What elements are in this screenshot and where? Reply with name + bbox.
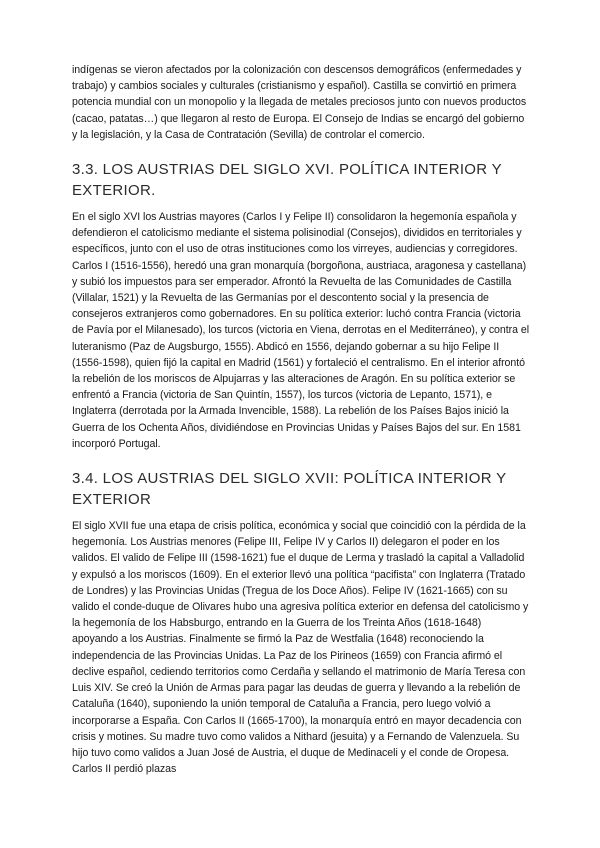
section-body-austrias-xvii: El siglo XVII fue una etapa de crisis política, económica y social que coincidió con la pérdida de la hegemonía. Los Austrias menores (Felipe III, Felipe IV y Carlos II) delegaron el poder en los validos. El valido de Felipe III (1598-1621) fue el duque de Lerma y trasladó la capital a Valladolid y expulsó a los moriscos (1609). En el exterior llevó una política “pacifista” con Inglaterra (Tratado de Londres) y las Provincias Unidas (Tregua de los Doce Años). Felipe IV (1621-1665) con su valido el conde-duque de Olivares hubo una agresiva política exterior en defensa del catolicismo y la hegemonía de los Habsburgo, entrando en la Guerra de los Treinta Años (1618-1648) apoyando a los Austrias. Finalmente se firmó la Paz de Westfalia (1648) reconociendo la independencia de las Provincias Unidas. La Paz de los Pirineos (1659) con Francia afirmó el declive español, cediendo territorios como Cerdaña y sellando el matrimonio de María Teresa con Luis XIV. Se creó la Unión de Armas para pagar las deudas de guerra y llevando a la rebelión de Cataluña (1640), suponiendo la unión temporal de Cataluña a Francia, pero luego volvió a incorporarse a España. Con Carlos II (1665-1700), la monarquía entró en mayor decadencia con crisis y motines. Su madre tuvo como validos a Nithard (jesuita) y a Fernando de Valenzuela. Su hijo tuvo como validos a Juan José de Austria, el duque de Medinaceli y el conde de Oropesa. Carlos II perdió plazas xyxy=(72,520,529,776)
section-heading-austrias-xvii: 3.4. LOS AUSTRIAS DEL SIGLO XVII: POLÍTICA INTERIOR Y EXTERIOR xyxy=(72,470,507,508)
section-heading-austrias-xvi: 3.3. LOS AUSTRIAS DEL SIGLO XVI. POLÍTICA INTERIOR Y EXTERIOR. xyxy=(72,161,502,199)
intro-paragraph: indígenas se vieron afectados por la colonización con descensos demográficos (enfermedades y trabajo) y cambios sociales y culturales (cristianismo y español). Castilla se convirtió en primera potencia mundial con un monopolio y la llegada de metales preciosos junto con nuevos productos (cacao, patatas…) que llegaron al resto de Europa. El Consejo de Indias se encargó del gobierno y la legislación, y la Casa de Contratación (Sevilla) de controlar el comercio. xyxy=(72,64,527,141)
document-page xyxy=(72,62,530,777)
section-body-austrias-xvi: En el siglo XVI los Austrias mayores (Carlos I y Felipe II) consolidaron la hegemonía española y defendieron el catolicismo mediante el sistema polisinodial (Consejos), divididos en territoriales y específicos, junto con el uso de otras instituciones como los virreyes, audiencias y corregidores. Carlos I (1516-1556), heredó una gran monarquía (borgoñona, austriaca, aragonesa y castellana) y subió los impuestos para ser emperador. Afrontó la Revuelta de las Comunidades de Castilla (Villalar, 1521) y la Revuelta de las Germanías por el descontento social y la presencia de consejeros extranjeros como gobernadores. En su política exterior: luchó contra Francia (victoria de Pavía por el Milanesado), los turcos (victoria en Viena, derrotas en el Mediterráneo), y contra el luteranismo (Paz de Augsburgo, 1555). Abdicó en 1556, dejando gobernar a su hijo Felipe II (1556-1598), quien fijó la capital en Madrid (1561) y fortaleció el centralismo. En el interior afrontó la rebelión de los moriscos de Alpujarras y las alteraciones de Aragón. En su política exterior se enfrentó a Francia (victoria de San Quintín, 1557), los turcos (victoria de Lepanto, 1571), e Inglaterra (derrotada por la Armada Invencible, 1588). La rebelión de los Países Bajos inició la Guerra de los Ochenta Años, dividiéndose en Provincias Unidas y Países Bajos del sur. En 1581 incorporó Portugal. xyxy=(72,211,529,450)
